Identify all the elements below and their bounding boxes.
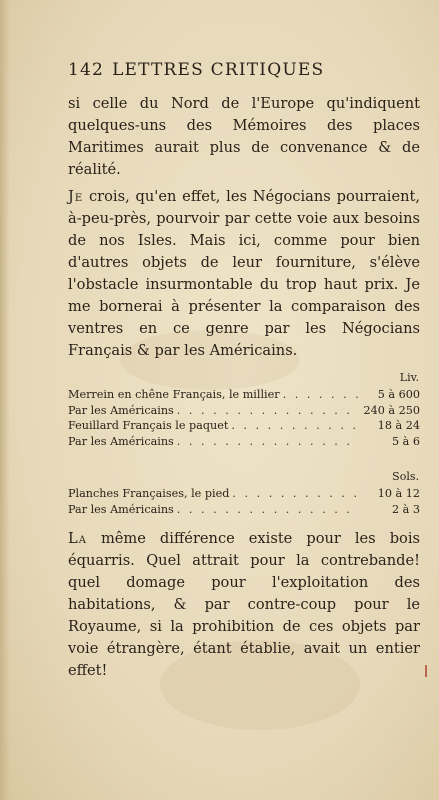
row-price: 18 à 24: [377, 419, 420, 432]
table-row: [68, 486, 420, 502]
paragraph-lead: La: [68, 530, 87, 547]
paragraph-text: crois, qu'en effet, les Négocians pourraient, à-peu-près, pourvoir par cette voie aux besoins de nos Isles. Mais ici, comme pour bien d'autres objets de leur fourniture, s'élève l'obstacle insurmontable du trop haut prix. Je me bornerai à présenter la comparaison des ventres en ce genre par les Négocians Français & par les Américains.: [68, 188, 420, 359]
paragraph-continued: [68, 93, 420, 181]
price-table-livres: [68, 387, 420, 449]
row-price: 5 à 6: [391, 434, 420, 448]
leader-dots: [231, 418, 359, 434]
table-unit-header: Liv.: [399, 371, 419, 384]
row-price: 2 à 3: [391, 502, 420, 516]
paragraph-text: si celle du Nord de l'Europe qu'indiquent quelques-uns des Mémoires des places Maritimes aurait plus de convenance & de réalité.: [68, 95, 420, 178]
table-row: [68, 387, 420, 403]
running-title: LETTRES CRITIQUES: [112, 60, 325, 80]
table-row: [68, 502, 420, 518]
leader-dots: [283, 387, 359, 403]
row-item: Par les Américains: [68, 403, 174, 417]
page-gutter-shadow: [0, 0, 10, 800]
row-item: Par les Américains: [68, 434, 174, 448]
paragraph-comparison-intro: [68, 186, 420, 362]
row-item: Feuillard Français le paquet: [68, 419, 229, 432]
ink-mark: [425, 665, 427, 677]
table-unit-header: Sols.: [392, 470, 419, 483]
table-row: [68, 403, 420, 419]
leader-dots: [232, 486, 359, 502]
table-row: [68, 434, 420, 450]
row-item: Planches Françaises, le pied: [68, 487, 230, 500]
page-number: 142: [68, 60, 105, 80]
paragraph-conclusion: [68, 528, 420, 682]
row-item: Merrein en chêne Français, le millier: [68, 388, 280, 401]
paragraph-text: même différence existe pour les bois équarris. Quel attrait pour la contrebande! quel domage pour l'exploitation des habitations, & par contre-coup pour le Royaume, si la prohibition de ces objets par voie étrangère, étant établie, avait un entier effet!: [68, 530, 420, 679]
leader-dots: [177, 502, 359, 518]
paragraph-lead: Je: [68, 188, 84, 205]
leader-dots: [177, 403, 359, 419]
row-price: 240 à 250: [363, 403, 420, 417]
table-row: [68, 418, 420, 434]
running-header: [68, 60, 388, 80]
row-price: 10 à 12: [377, 487, 420, 500]
leader-dots: [177, 434, 359, 450]
price-table-sols: [68, 486, 420, 517]
row-price: 5 à 600: [377, 388, 420, 401]
row-item: Par les Américains: [68, 502, 174, 516]
